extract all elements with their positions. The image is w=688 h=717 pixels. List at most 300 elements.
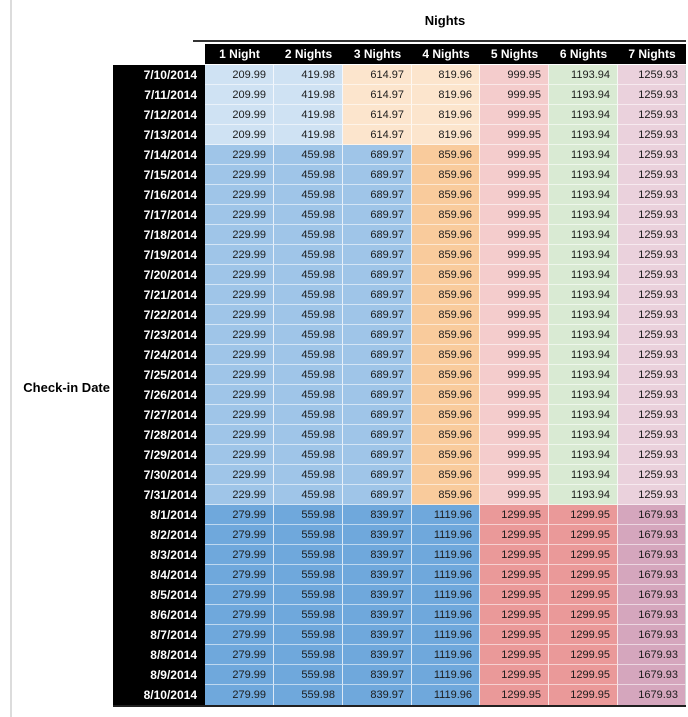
checkin-date-cell[interactable]: 7/11/2014 [113, 85, 205, 105]
table-body [113, 65, 686, 705]
price-cell[interactable]: 999.95 [480, 245, 549, 265]
price-cell[interactable]: 229.99 [205, 485, 274, 505]
price-cell[interactable]: 1299.95 [549, 665, 618, 685]
price-cell[interactable]: 689.97 [343, 405, 412, 425]
price-cell[interactable]: 1679.93 [618, 505, 686, 525]
price-cell[interactable]: 229.99 [205, 205, 274, 225]
price-cell[interactable]: 1193.94 [549, 385, 618, 405]
price-cell[interactable]: 1193.94 [549, 205, 618, 225]
price-cell[interactable]: 229.99 [205, 265, 274, 285]
price-cell[interactable]: 999.95 [480, 85, 549, 105]
checkin-date-cell[interactable]: 8/2/2014 [113, 525, 205, 545]
price-cell[interactable]: 1679.93 [618, 685, 686, 705]
price-cell[interactable]: 1193.94 [549, 445, 618, 465]
price-cell[interactable]: 689.97 [343, 485, 412, 505]
table-row [113, 145, 686, 165]
price-cell[interactable]: 1299.95 [480, 665, 549, 685]
price-cell[interactable]: 1299.95 [480, 625, 549, 645]
checkin-date-cell[interactable]: 8/1/2014 [113, 505, 205, 525]
price-cell[interactable]: 279.99 [205, 685, 274, 705]
price-cell[interactable]: 1119.96 [412, 565, 480, 585]
table-row [113, 85, 686, 105]
price-cell[interactable]: 279.99 [205, 585, 274, 605]
price-cell[interactable]: 279.99 [205, 565, 274, 585]
table-row [113, 65, 686, 85]
price-cell[interactable]: 614.97 [343, 65, 412, 85]
price-cell[interactable]: 1119.96 [412, 625, 480, 645]
price-cell[interactable]: 689.97 [343, 365, 412, 385]
checkin-date-cell[interactable]: 7/24/2014 [113, 345, 205, 365]
price-cell[interactable]: 459.98 [274, 285, 343, 305]
price-cell[interactable]: 1259.93 [618, 425, 686, 445]
price-cell[interactable]: 1193.94 [549, 65, 618, 85]
table-row [113, 225, 686, 245]
pricing-table-wrap [113, 44, 686, 707]
price-cell[interactable]: 209.99 [205, 105, 274, 125]
price-cell[interactable]: 229.99 [205, 385, 274, 405]
price-cell[interactable]: 1193.94 [549, 105, 618, 125]
price-cell[interactable]: 999.95 [480, 465, 549, 485]
price-cell[interactable]: 1259.93 [618, 465, 686, 485]
price-cell[interactable]: 1299.95 [549, 525, 618, 545]
price-cell[interactable]: 859.96 [412, 305, 480, 325]
price-cell[interactable]: 559.98 [274, 645, 343, 665]
price-cell[interactable]: 1193.94 [549, 185, 618, 205]
price-cell[interactable]: 1259.93 [618, 385, 686, 405]
price-cell[interactable]: 1299.95 [549, 505, 618, 525]
table-row [113, 605, 686, 625]
table-row [113, 365, 686, 385]
price-cell[interactable]: 859.96 [412, 345, 480, 365]
price-cell[interactable]: 1259.93 [618, 165, 686, 185]
price-cell[interactable]: 839.97 [343, 565, 412, 585]
table-row [113, 385, 686, 405]
price-cell[interactable]: 999.95 [480, 485, 549, 505]
table-row [113, 205, 686, 225]
price-cell[interactable]: 689.97 [343, 225, 412, 245]
price-cell[interactable]: 1259.93 [618, 325, 686, 345]
price-cell[interactable]: 1679.93 [618, 665, 686, 685]
price-cell[interactable]: 839.97 [343, 505, 412, 525]
price-cell[interactable]: 839.97 [343, 665, 412, 685]
checkin-date-cell[interactable]: 7/19/2014 [113, 245, 205, 265]
checkin-date-cell[interactable]: 7/26/2014 [113, 385, 205, 405]
price-cell[interactable]: 419.98 [274, 125, 343, 145]
price-cell[interactable]: 229.99 [205, 365, 274, 385]
price-cell[interactable]: 559.98 [274, 565, 343, 585]
table-row [113, 465, 686, 485]
pricing-table [113, 44, 686, 705]
price-cell[interactable]: 999.95 [480, 285, 549, 305]
price-cell[interactable]: 1193.94 [549, 485, 618, 505]
price-cell[interactable]: 1193.94 [549, 425, 618, 445]
checkin-date-cell[interactable]: 8/4/2014 [113, 565, 205, 585]
price-cell[interactable]: 279.99 [205, 525, 274, 545]
table-header-row [113, 44, 686, 65]
table-row [113, 425, 686, 445]
checkin-date-cell[interactable]: 7/16/2014 [113, 185, 205, 205]
price-cell[interactable]: 1119.96 [412, 585, 480, 605]
price-cell[interactable]: 459.98 [274, 205, 343, 225]
price-cell[interactable]: 229.99 [205, 245, 274, 265]
price-cell[interactable]: 559.98 [274, 585, 343, 605]
checkin-date-cell[interactable]: 7/17/2014 [113, 205, 205, 225]
price-cell[interactable]: 1193.94 [549, 465, 618, 485]
price-cell[interactable]: 689.97 [343, 305, 412, 325]
table-row [113, 625, 686, 645]
price-cell[interactable]: 1119.96 [412, 545, 480, 565]
price-cell[interactable]: 999.95 [480, 105, 549, 125]
price-cell[interactable]: 1259.93 [618, 345, 686, 365]
price-cell[interactable]: 689.97 [343, 425, 412, 445]
price-cell[interactable]: 229.99 [205, 425, 274, 445]
price-cell[interactable]: 1193.94 [549, 285, 618, 305]
price-cell[interactable]: 559.98 [274, 505, 343, 525]
checkin-date-cell[interactable]: 7/28/2014 [113, 425, 205, 445]
table-row [113, 285, 686, 305]
table-row [113, 525, 686, 545]
table-row [113, 665, 686, 685]
price-cell[interactable]: 689.97 [343, 245, 412, 265]
table-row [113, 405, 686, 425]
price-cell[interactable]: 1299.95 [480, 605, 549, 625]
price-cell[interactable]: 999.95 [480, 345, 549, 365]
price-cell[interactable]: 1299.95 [480, 585, 549, 605]
price-cell[interactable]: 1259.93 [618, 245, 686, 265]
price-cell[interactable]: 999.95 [480, 325, 549, 345]
table-row [113, 325, 686, 345]
price-cell[interactable]: 1193.94 [549, 165, 618, 185]
price-cell[interactable]: 1679.93 [618, 605, 686, 625]
checkin-date-cell[interactable]: 8/5/2014 [113, 585, 205, 605]
price-cell[interactable]: 1259.93 [618, 125, 686, 145]
price-cell[interactable]: 229.99 [205, 225, 274, 245]
price-cell[interactable]: 859.96 [412, 225, 480, 245]
price-cell[interactable]: 839.97 [343, 605, 412, 625]
price-cell[interactable]: 209.99 [205, 85, 274, 105]
column-header-4-nights[interactable]: 4 Nights [412, 44, 480, 65]
price-cell[interactable]: 559.98 [274, 625, 343, 645]
price-cell[interactable]: 229.99 [205, 345, 274, 365]
price-cell[interactable]: 1259.93 [618, 365, 686, 385]
price-cell[interactable]: 999.95 [480, 205, 549, 225]
price-cell[interactable]: 1259.93 [618, 285, 686, 305]
price-cell[interactable]: 229.99 [205, 145, 274, 165]
price-cell[interactable]: 999.95 [480, 385, 549, 405]
price-cell[interactable]: 279.99 [205, 545, 274, 565]
price-cell[interactable]: 1193.94 [549, 325, 618, 345]
price-cell[interactable]: 459.98 [274, 325, 343, 345]
price-cell[interactable]: 1259.93 [618, 225, 686, 245]
price-cell[interactable]: 1259.93 [618, 185, 686, 205]
table-row [113, 485, 686, 505]
price-cell[interactable]: 229.99 [205, 305, 274, 325]
price-cell[interactable]: 209.99 [205, 65, 274, 85]
price-cell[interactable]: 1679.93 [618, 625, 686, 645]
price-cell[interactable]: 1193.94 [549, 365, 618, 385]
column-header-1-nights[interactable]: 1 Night [205, 44, 274, 65]
price-cell[interactable]: 859.96 [412, 365, 480, 385]
price-cell[interactable]: 999.95 [480, 65, 549, 85]
price-cell[interactable]: 1259.93 [618, 305, 686, 325]
price-cell[interactable]: 839.97 [343, 645, 412, 665]
price-cell[interactable]: 1119.96 [412, 605, 480, 625]
price-cell[interactable]: 999.95 [480, 185, 549, 205]
price-cell[interactable]: 999.95 [480, 445, 549, 465]
price-cell[interactable]: 1193.94 [549, 245, 618, 265]
price-cell[interactable]: 819.96 [412, 105, 480, 125]
price-cell[interactable]: 459.98 [274, 245, 343, 265]
price-cell[interactable]: 859.96 [412, 385, 480, 405]
price-cell[interactable]: 1193.94 [549, 405, 618, 425]
checkin-date-cell[interactable]: 7/30/2014 [113, 465, 205, 485]
price-cell[interactable]: 614.97 [343, 85, 412, 105]
price-cell[interactable]: 209.99 [205, 125, 274, 145]
price-cell[interactable]: 419.98 [274, 85, 343, 105]
price-cell[interactable]: 1119.96 [412, 645, 480, 665]
price-cell[interactable]: 859.96 [412, 285, 480, 305]
checkin-date-cell[interactable]: 7/22/2014 [113, 305, 205, 325]
price-cell[interactable]: 1259.93 [618, 205, 686, 225]
price-cell[interactable]: 1119.96 [412, 665, 480, 685]
column-header-2-nights[interactable]: 2 Nights [274, 44, 343, 65]
price-cell[interactable]: 859.96 [412, 165, 480, 185]
price-cell[interactable]: 839.97 [343, 685, 412, 705]
price-cell[interactable]: 859.96 [412, 425, 480, 445]
checkin-date-cell[interactable]: 7/29/2014 [113, 445, 205, 465]
checkin-date-cell[interactable]: 8/7/2014 [113, 625, 205, 645]
price-cell[interactable]: 689.97 [343, 445, 412, 465]
price-cell[interactable]: 279.99 [205, 505, 274, 525]
price-cell[interactable]: 614.97 [343, 105, 412, 125]
price-cell[interactable]: 229.99 [205, 165, 274, 185]
price-cell[interactable]: 859.96 [412, 185, 480, 205]
price-cell[interactable]: 1259.93 [618, 85, 686, 105]
table-row [113, 245, 686, 265]
price-cell[interactable]: 1679.93 [618, 545, 686, 565]
checkin-date-cell[interactable]: 8/8/2014 [113, 645, 205, 665]
price-cell[interactable]: 1299.95 [549, 565, 618, 585]
checkin-date-cell[interactable]: 8/9/2014 [113, 665, 205, 685]
header-top-border [193, 40, 686, 42]
checkin-date-cell[interactable]: 7/21/2014 [113, 285, 205, 305]
price-cell[interactable]: 1299.95 [480, 525, 549, 545]
price-cell[interactable]: 999.95 [480, 305, 549, 325]
price-cell[interactable]: 859.96 [412, 445, 480, 465]
checkin-date-cell[interactable]: 7/14/2014 [113, 145, 205, 165]
price-cell[interactable]: 1193.94 [549, 145, 618, 165]
price-cell[interactable]: 229.99 [205, 325, 274, 345]
price-cell[interactable]: 859.96 [412, 485, 480, 505]
price-cell[interactable]: 279.99 [205, 625, 274, 645]
column-header-7-nights[interactable]: 7 Nights [618, 44, 686, 65]
checkin-date-cell[interactable]: 8/6/2014 [113, 605, 205, 625]
price-cell[interactable]: 459.98 [274, 465, 343, 485]
checkin-date-cell[interactable]: 7/10/2014 [113, 65, 205, 85]
price-cell[interactable]: 689.97 [343, 205, 412, 225]
price-cell[interactable]: 689.97 [343, 285, 412, 305]
price-cell[interactable]: 1679.93 [618, 585, 686, 605]
price-cell[interactable]: 859.96 [412, 245, 480, 265]
corner-cell [113, 44, 205, 65]
price-cell[interactable]: 999.95 [480, 165, 549, 185]
price-cell[interactable]: 1259.93 [618, 485, 686, 505]
price-cell[interactable]: 1193.94 [549, 345, 618, 365]
checkin-date-cell[interactable]: 7/12/2014 [113, 105, 205, 125]
table-row [113, 585, 686, 605]
table-row [113, 565, 686, 585]
price-cell[interactable]: 229.99 [205, 465, 274, 485]
price-cell[interactable]: 689.97 [343, 265, 412, 285]
table-row [113, 505, 686, 525]
table-row [113, 185, 686, 205]
price-cell[interactable]: 459.98 [274, 425, 343, 445]
price-cell[interactable]: 999.95 [480, 125, 549, 145]
price-cell[interactable]: 459.98 [274, 185, 343, 205]
price-cell[interactable]: 279.99 [205, 645, 274, 665]
price-cell[interactable]: 1119.96 [412, 525, 480, 545]
checkin-date-cell[interactable]: 8/10/2014 [113, 685, 205, 705]
price-cell[interactable]: 999.95 [480, 265, 549, 285]
price-cell[interactable]: 1679.93 [618, 645, 686, 665]
price-cell[interactable]: 859.96 [412, 405, 480, 425]
price-cell[interactable]: 459.98 [274, 145, 343, 165]
price-cell[interactable]: 459.98 [274, 305, 343, 325]
price-cell[interactable]: 859.96 [412, 145, 480, 165]
price-cell[interactable]: 279.99 [205, 665, 274, 685]
price-cell[interactable]: 1193.94 [549, 225, 618, 245]
price-cell[interactable]: 459.98 [274, 405, 343, 425]
checkin-date-cell[interactable]: 7/27/2014 [113, 405, 205, 425]
price-cell[interactable]: 1299.95 [549, 685, 618, 705]
price-cell[interactable]: 1259.93 [618, 445, 686, 465]
price-cell[interactable]: 279.99 [205, 605, 274, 625]
price-cell[interactable]: 459.98 [274, 225, 343, 245]
price-cell[interactable]: 1299.95 [549, 545, 618, 565]
price-cell[interactable]: 819.96 [412, 65, 480, 85]
price-cell[interactable]: 459.98 [274, 445, 343, 465]
price-cell[interactable]: 1193.94 [549, 265, 618, 285]
price-cell[interactable]: 559.98 [274, 665, 343, 685]
price-cell[interactable]: 1193.94 [549, 125, 618, 145]
price-cell[interactable]: 1259.93 [618, 405, 686, 425]
table-row [113, 165, 686, 185]
price-cell[interactable]: 839.97 [343, 525, 412, 545]
price-cell[interactable]: 1299.95 [480, 685, 549, 705]
price-cell[interactable]: 459.98 [274, 345, 343, 365]
price-cell[interactable]: 1299.95 [480, 645, 549, 665]
price-cell[interactable]: 459.98 [274, 485, 343, 505]
price-cell[interactable]: 1259.93 [618, 145, 686, 165]
price-cell[interactable]: 1193.94 [549, 85, 618, 105]
table-row [113, 305, 686, 325]
price-cell[interactable]: 614.97 [343, 125, 412, 145]
column-header-3-nights[interactable]: 3 Nights [343, 44, 412, 65]
price-cell[interactable]: 999.95 [480, 225, 549, 245]
price-cell[interactable]: 229.99 [205, 285, 274, 305]
price-cell[interactable]: 419.98 [274, 105, 343, 125]
price-cell[interactable]: 1259.93 [618, 105, 686, 125]
price-cell[interactable]: 689.97 [343, 145, 412, 165]
price-cell[interactable]: 859.96 [412, 265, 480, 285]
price-cell[interactable]: 1299.95 [549, 625, 618, 645]
price-cell[interactable]: 229.99 [205, 405, 274, 425]
price-cell[interactable]: 1679.93 [618, 565, 686, 585]
checkin-date-cell[interactable]: 7/25/2014 [113, 365, 205, 385]
checkin-date-cell[interactable]: 7/13/2014 [113, 125, 205, 145]
price-cell[interactable]: 559.98 [274, 605, 343, 625]
price-cell[interactable]: 999.95 [480, 425, 549, 445]
sheet-left-gridline [10, 0, 12, 717]
table-row [113, 125, 686, 145]
price-cell[interactable]: 1299.95 [549, 605, 618, 625]
price-cell[interactable]: 839.97 [343, 585, 412, 605]
table-row [113, 645, 686, 665]
price-cell[interactable]: 689.97 [343, 325, 412, 345]
price-cell[interactable]: 1119.96 [412, 685, 480, 705]
checkin-date-cell[interactable]: 7/23/2014 [113, 325, 205, 345]
price-cell[interactable]: 1259.93 [618, 265, 686, 285]
price-cell[interactable]: 229.99 [205, 185, 274, 205]
price-cell[interactable]: 819.96 [412, 85, 480, 105]
price-cell[interactable]: 839.97 [343, 545, 412, 565]
table-row [113, 265, 686, 285]
price-cell[interactable]: 1299.95 [549, 645, 618, 665]
price-cell[interactable]: 559.98 [274, 545, 343, 565]
price-cell[interactable]: 1299.95 [480, 505, 549, 525]
column-header-6-nights[interactable]: 6 Nights [549, 44, 618, 65]
price-cell[interactable]: 689.97 [343, 385, 412, 405]
checkin-date-cell[interactable]: 7/31/2014 [113, 485, 205, 505]
price-cell[interactable]: 1193.94 [549, 305, 618, 325]
price-cell[interactable]: 1299.95 [480, 545, 549, 565]
price-cell[interactable]: 419.98 [274, 65, 343, 85]
price-cell[interactable]: 859.96 [412, 325, 480, 345]
price-cell[interactable]: 1259.93 [618, 65, 686, 85]
price-cell[interactable]: 1679.93 [618, 525, 686, 545]
price-cell[interactable]: 689.97 [343, 165, 412, 185]
price-cell[interactable]: 839.97 [343, 625, 412, 645]
price-cell[interactable]: 459.98 [274, 265, 343, 285]
price-cell[interactable]: 229.99 [205, 445, 274, 465]
price-cell[interactable]: 459.98 [274, 365, 343, 385]
checkin-date-cell[interactable]: 7/20/2014 [113, 265, 205, 285]
price-cell[interactable]: 1299.95 [549, 585, 618, 605]
price-cell[interactable]: 689.97 [343, 465, 412, 485]
price-cell[interactable]: 1299.95 [480, 565, 549, 585]
price-cell[interactable]: 999.95 [480, 145, 549, 165]
price-cell[interactable]: 459.98 [274, 165, 343, 185]
checkin-date-cell[interactable]: 7/18/2014 [113, 225, 205, 245]
table-row [113, 545, 686, 565]
price-cell[interactable]: 559.98 [274, 685, 343, 705]
price-cell[interactable]: 859.96 [412, 205, 480, 225]
price-cell[interactable]: 999.95 [480, 405, 549, 425]
checkin-date-cell[interactable]: 7/15/2014 [113, 165, 205, 185]
checkin-date-cell[interactable]: 8/3/2014 [113, 545, 205, 565]
price-cell[interactable]: 459.98 [274, 385, 343, 405]
price-cell[interactable]: 559.98 [274, 525, 343, 545]
price-cell[interactable]: 859.96 [412, 465, 480, 485]
price-cell[interactable]: 689.97 [343, 185, 412, 205]
price-cell[interactable]: 999.95 [480, 365, 549, 385]
price-cell[interactable]: 1119.96 [412, 505, 480, 525]
row-axis-label: Check-in Date [23, 380, 110, 395]
price-cell[interactable]: 819.96 [412, 125, 480, 145]
column-header-5-nights[interactable]: 5 Nights [480, 44, 549, 65]
table-title: Nights [424, 13, 466, 28]
price-cell[interactable]: 689.97 [343, 345, 412, 365]
